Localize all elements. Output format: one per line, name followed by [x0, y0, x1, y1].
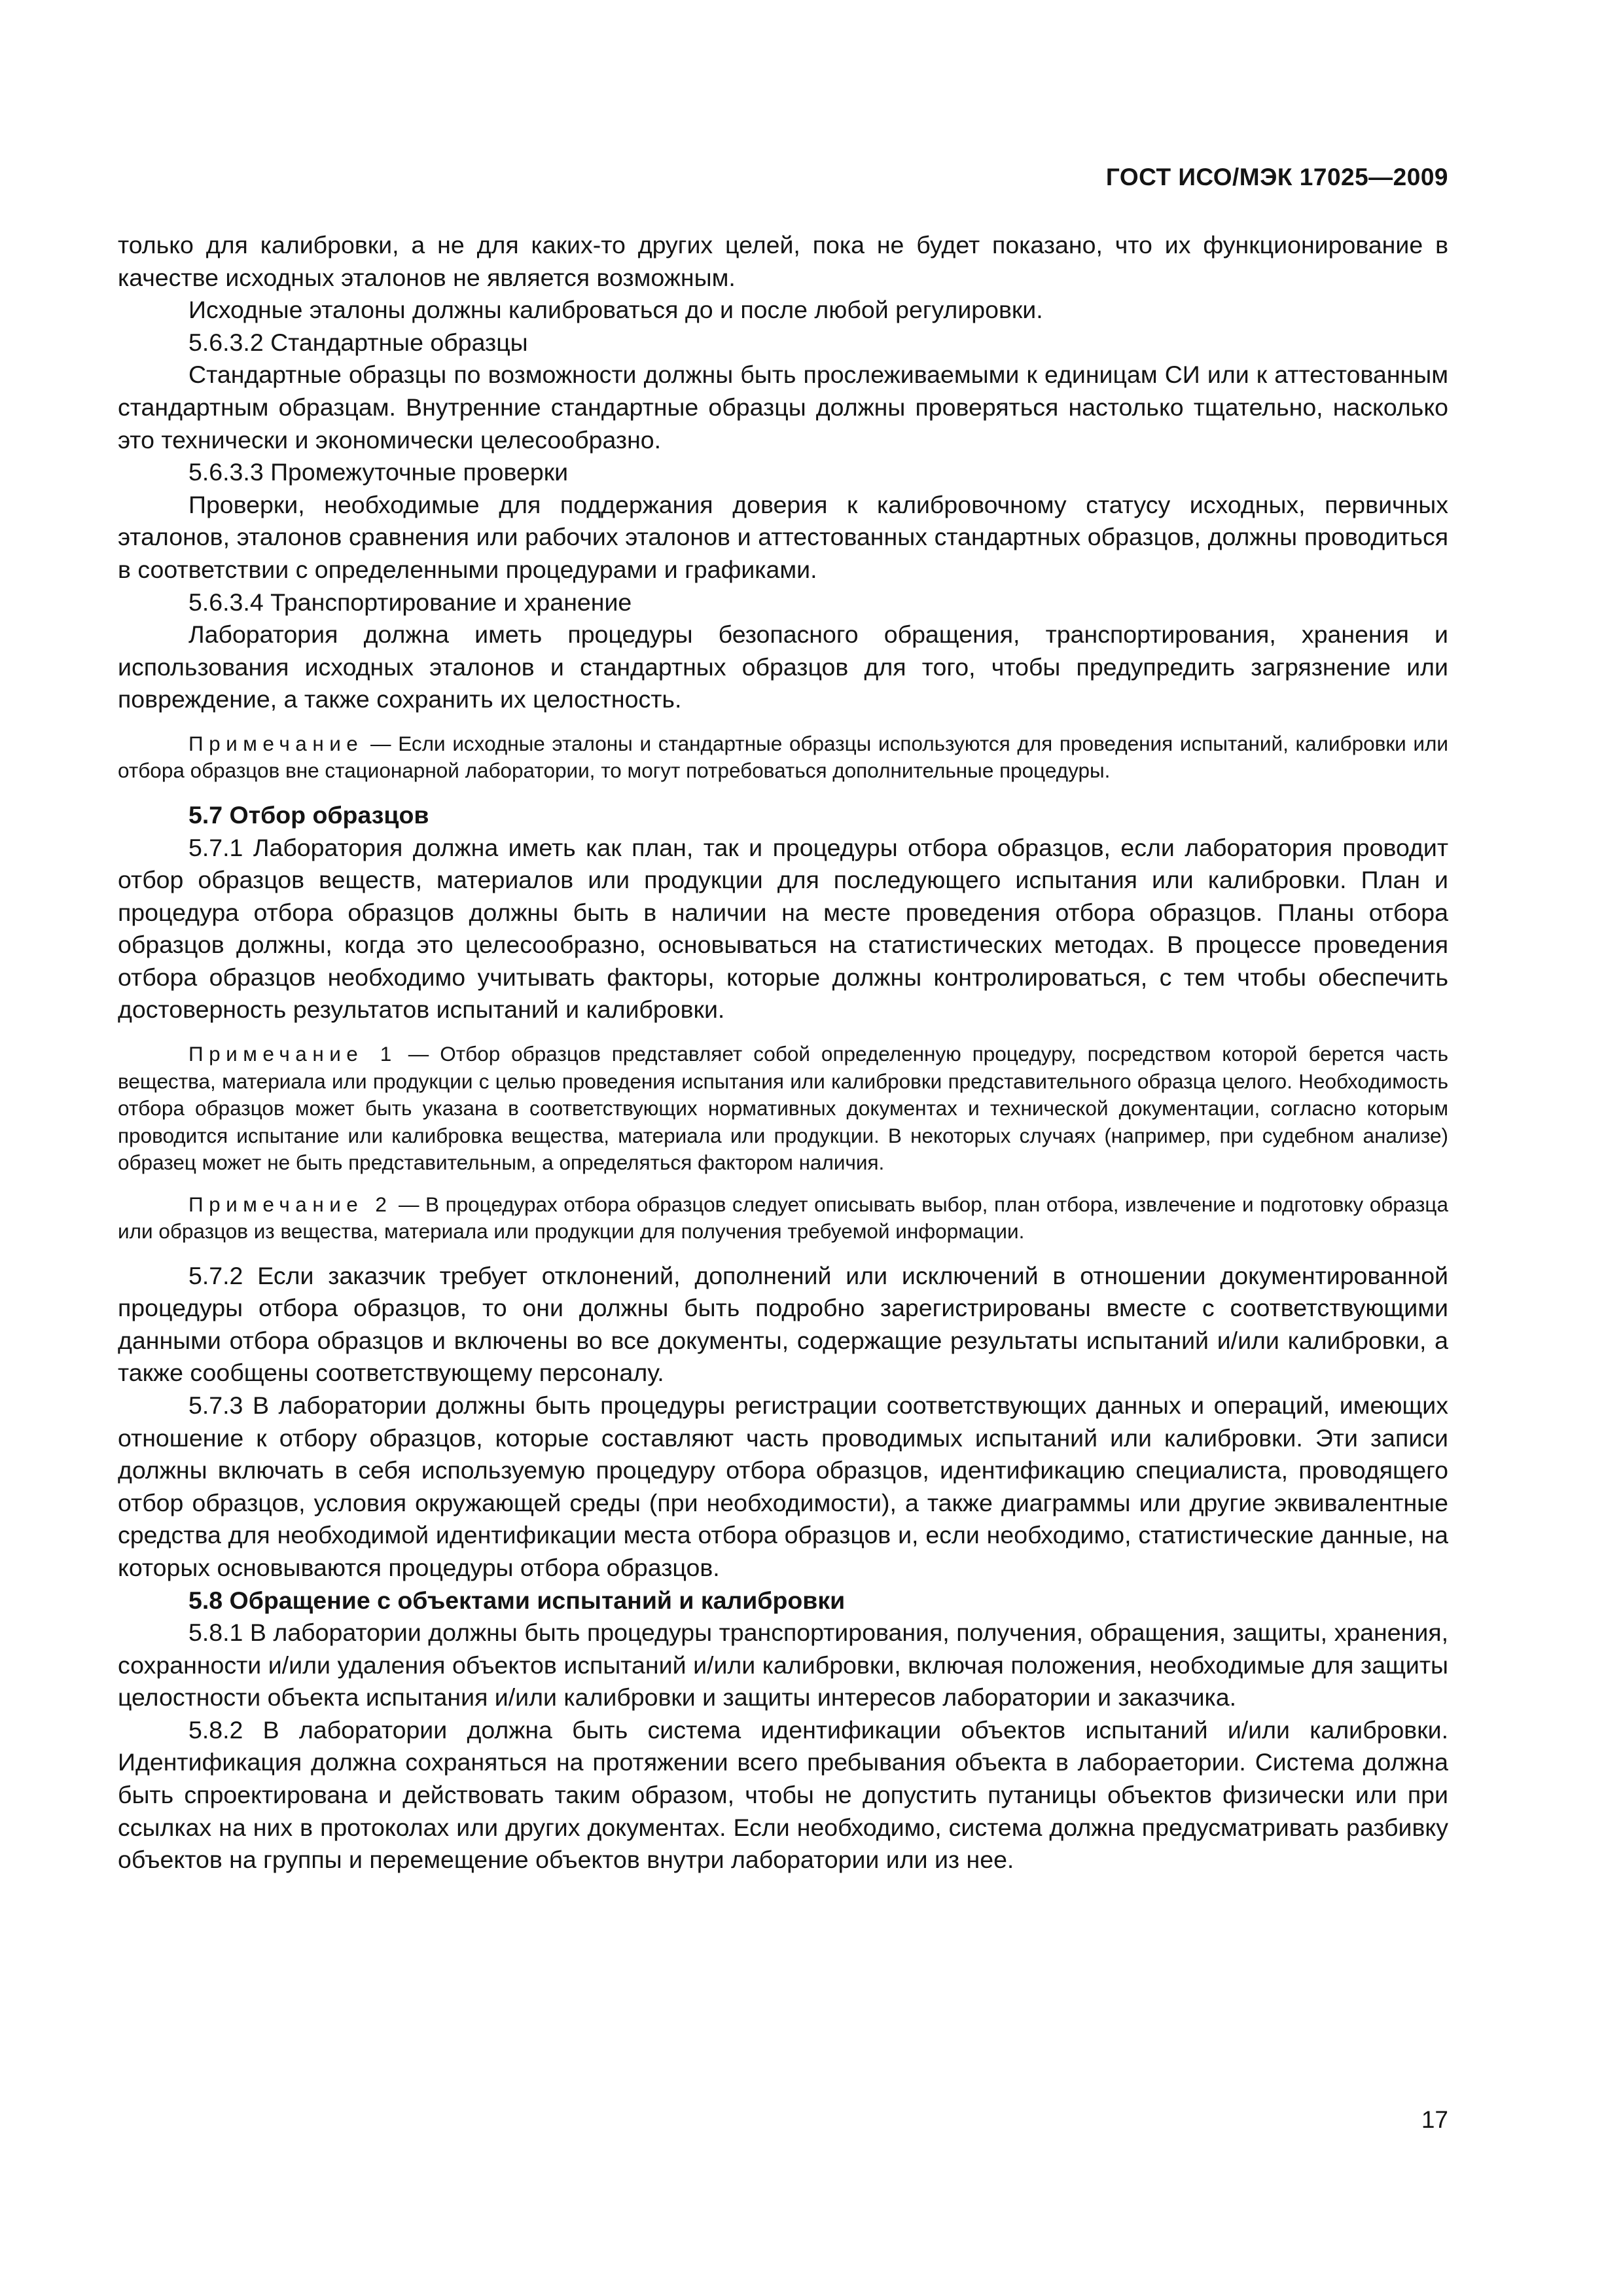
- note-transport: [118, 730, 1448, 785]
- note-label: Примечание: [188, 731, 364, 755]
- note-1-text: — Отбор образцов представляет собой определенную процедуру, посредством которой берется часть вещества, материала или продукции с целью проведения испытания или калибровки представительного образца целого. Необходимость отбора образцов может быть указана в соответствующих нормативных документах и технической документации, согласно которым проводится испытание или калибровка вещества, материала или продукции. В некоторых случаях (например, при судебном анализе) образец может не быть представительным, а определяться фактором наличия.: [118, 1042, 1449, 1175]
- page-body: [118, 229, 1448, 1876]
- section-5-8-title: 5.8 Обращение с объектами испытаний и калибровки: [188, 1586, 846, 1614]
- paragraph-continuation: только для калибровки, а не для каких-то других целей, пока не будет показано, что их функционирование в качестве исходных эталонов не является возможным.: [118, 231, 1448, 291]
- paragraph-5-8-2: 5.8.2 В лаборатории должна быть система идентификации объектов испытаний и/или калибровки. Идентификация должна сохраняться на протяжении всего пребывания объекта в лабораетории. Система должна быть спроектирована и действовать таким образом, чтобы не допустить путаницы объектов физически или при ссылках на них в протоколах или других документах. Если необходимо, система должна предусматривать разбивку объектов на группы и перемещение объектов внутри лаборатории или из нее.: [118, 1715, 1448, 1874]
- paragraph-transport-storage: Лаборатория должна иметь процедуры безопасного обращения, транспортирования, хранения и использования исходных эталонов и стандартных образцов для того, чтобы предупредить загрязнение или повреждение, а также сохранить их целостность.: [118, 620, 1448, 713]
- note-1-label: Примечание 1: [188, 1042, 397, 1066]
- paragraph-5-7-3: 5.7.3 В лаборатории должны быть процедуры регистрации соответствующих данных и операций, имеющих отношение к отбору образцов, которые составляют часть проводимых испытаний или калибровки. Эти записи должны включать в себя используемую процедуру отбора образцов, идентификацию специалиста, проводящего отбор образцов, условия окружающей среды (при необходимости), а также диаграммы или другие эквивалентные средства для необходимой идентификации места отбора образцов и, если необходимо, статистические данные, на которых основываются процедуры отбора образцов.: [118, 1391, 1448, 1581]
- paragraph-reference-materials: Стандартные образцы по возможности должны быть прослеживаемыми к единицам СИ или к аттестованным стандартным образцам. Внутренние стандартные образцы должны проверяться настолько тщательно, насколько это технически и экономически целесообразно.: [118, 361, 1448, 454]
- section-5-6-3-3-title: 5.6.3.3 Промежуточные проверки: [188, 458, 569, 486]
- section-5-7-title: 5.7 Отбор образцов: [188, 800, 429, 829]
- paragraph-5-7-1: 5.7.1 Лаборатория должна иметь как план, так и процедуры отбора образцов, если лаборатория проводит отбор образцов веществ, материалов или продукции для последующего испытания или калибровки. План и процедура отбора образцов должны быть в наличии на месте проведения отбора образцов. Планы отбора образцов должны, когда это целесообразно, основываться на статистических методах. В процессе проведения отбора образцов необходимо учитывать факторы, которые должны контролироваться, с тем чтобы обеспечить достоверность результатов испытаний и калибровки.: [118, 833, 1448, 1024]
- note-text: — Если исходные эталоны и стандартные образцы используются для проведения испытаний, калибровки или отбора образцов вне стационарной лаборатории, то могут потребоваться дополнительные процедуры.: [118, 731, 1448, 783]
- paragraph-calibration-adjustment: Исходные эталоны должны калиброваться до и после любой регулировки.: [188, 296, 1043, 324]
- note-2-sampling: [118, 1191, 1448, 1246]
- paragraph-intermediate-checks: Проверки, необходимые для поддержания доверия к калибровочному статусу исходных, первичных эталонов, эталонов сравнения или рабочих эталонов и аттестованных стандартных образцов, должны проводиться в соответствии с определенными процедурами и графиками.: [118, 490, 1448, 583]
- note-2-text: — В процедурах отбора образцов следует описывать выбор, план отбора, извлечение и подготовку образца или образцов из вещества, материала или продукции для получения требуемой информации.: [118, 1192, 1448, 1244]
- note-1-sampling: [118, 1041, 1448, 1177]
- paragraph-5-7-2: 5.7.2 Если заказчик требует отклонений, дополнений или исключений в отношении документированной процедуры отбора образцов, то они должны быть подробно зарегистрированы вместе с соответствующими данными отбора образцов и включены во все документы, содержащие результаты испытаний и/или калибровки, а также сообщены соответствующему персоналу.: [118, 1261, 1448, 1387]
- note-2-label: Примечание 2: [188, 1192, 393, 1216]
- document-code-header: ГОСТ ИСО/МЭК 17025—2009: [1105, 164, 1448, 190]
- paragraph-5-8-1: 5.8.1 В лаборатории должны быть процедуры транспортирования, получения, обращения, защиты, хранения, сохранности и/или удаления объектов испытаний и/или калибровки, включая положения, необходимые для защиты целостности объекта испытания и/или калибровки и защиты интересов лаборатории и заказчика.: [118, 1619, 1448, 1712]
- section-5-6-3-2-title: 5.6.3.2 Стандартные образцы: [188, 328, 528, 356]
- section-5-6-3-4-title: 5.6.3.4 Транспортирование и хранение: [188, 588, 632, 616]
- page-number: 17: [1421, 2106, 1448, 2133]
